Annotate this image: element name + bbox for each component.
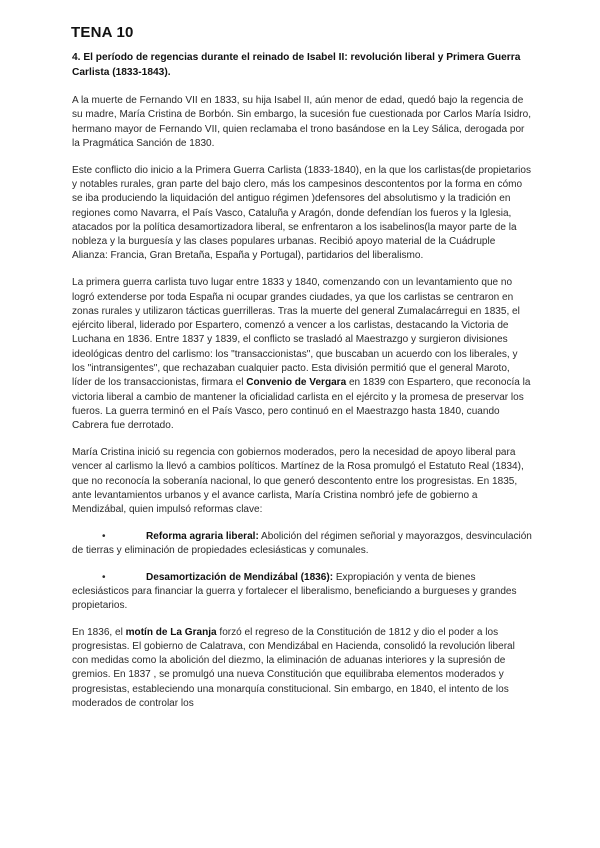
motin-la-granja-bold: motín de La Granja (125, 626, 217, 638)
bullet-icon: • (102, 571, 106, 583)
page-title: TENA 10 (71, 24, 134, 41)
paragraph-2: Este conflicto dio inicio a la Primera Guerra Carlista (1833-1840), en la que los carlistas(de propietarios y notables rurales, gran parte del bajo clero, más los campesinos descontentos por la forma en cómo se iba produciendo la liquidación del antiguo régimen )defensores del absolutismo y la tradición en regiones como Navarra, el País Vasco, Cataluña y Aragón, donde defendían los fueros y la Iglesia, atacados por la política desamortizadora liberal, se enfrentaron a los isabelinos(la mayor parte de la nobleza y la burguesía y las clases populares urbanas. Recibió apoyo material de la Cuádruple Alianza: Francia, Gran Bretaña, España y Portugal), partidarios del liberalismo. (72, 164, 532, 262)
paragraph-3-text-a: La primera guerra carlista tuvo lugar entre 1833 y 1840, comenzando con un levantamiento que no logró extenderse por toda España ni ocupar grandes ciudades, ya que los carlistas se centraron en zonas rurales y utilizaron tácticas guerrilleras. Tras la muerte del general Zumalacárregui en 1835, el ejército liberal, liderado por Espartero, comenzó a vencer a los carlistas, destacando la Victoria de Luchana en 1836. Entre 1837 y 1839, el conflicto se trasladó al Maestrazgo y surgieron divisiones ideológicas dentro del carlismo: los "transaccionistas", que buscaban un acuerdo con los liberales, y los "intransigentes", que rechazaban cualquier pacto. Esta división permitió que el general Maroto, líder de los transaccionistas, firmara el (72, 277, 520, 389)
paragraph-5-text-b: forzó el regreso de la Constitución de 1812 y dio el poder a los progresistas. El gobierno de Calatrava, con Mendizábal en Hacienda, consolidó la revolución liberal con medidas como la abolición del diezmo, la eliminación de aduanas interiores y la supresión de gremios. En 1837 , se promulgó una nueva Constitución que equilibraba elementos moderados y progresistas, estableciendo una monarquía constitucional. Sin embargo, en 1840, el intento de los moderados de controlar los (72, 626, 515, 709)
bullet-1-text: Abolición del régimen señorial y mayorazgos, desvinculación de tierras y eliminación de propiedades eclesiásticas y comunales. (72, 531, 532, 557)
paragraph-1: A la muerte de Fernando VII en 1833, su hija Isabel II, aún menor de edad, quedó bajo la regencia de su madre, María Cristina de Borbón. Sin embargo, la sucesión fue cuestionada por Carlos María Isidro, hermano mayor de Fernando VII, quien reclamaba el trono basándose en la Ley Sálica, derogada por la Pragmática Sanción de 1830. (72, 95, 532, 149)
bullet-2-heading: Desamortización de Mendizábal (1836): (146, 571, 334, 583)
convenio-vergara-bold: Convenio de Vergara (246, 377, 347, 389)
bullet-item-reforma-agraria (72, 530, 532, 559)
bullet-item-desamortizacion (72, 571, 532, 614)
document-page (72, 24, 532, 724)
bullet-2-text: Expropiación y venta de bienes eclesiásticos para financiar la guerra y fortalecer el liberalismo, beneficiando a burgueses y grandes propietarios. (72, 571, 517, 612)
section-heading: 4. El período de regencias durante el reinado de Isabel II: revolución liberal y Primera Guerra Carlista (1833-1843). (72, 52, 521, 78)
paragraph-3 (72, 276, 532, 433)
paragraph-4: María Cristina inició su regencia con gobiernos moderados, pero la necesidad de apoyo liberal para vencer al carlismo la llevó a cambios políticos. Martínez de la Rosa promulgó el Estatuto Real (1834), que no reconocía la soberanía nacional, lo que generó descontento entre los progresistas. En 1835, ante levantamientos urbanos y el avance carlista, María Cristina nombró jefe de gobierno a Mendizábal, quien impulsó reformas clave: (72, 447, 524, 516)
bullet-1-heading: Reforma agraria liberal: (146, 531, 259, 543)
paragraph-3-text-b: en 1839 con Espartero, que reconocía la victoria liberal a cambio de mantener la oficialidad carlista en el ejército y la promesa de preservar los fueros. La guerra terminó en el País Vasco, pero continuó en el Maestrazgo hasta 1840, cuando Cabrera fue derrotado. (72, 377, 531, 432)
paragraph-5 (72, 626, 532, 712)
bullet-icon: • (102, 531, 106, 543)
paragraph-5-text-a: En 1836, el (72, 626, 126, 638)
